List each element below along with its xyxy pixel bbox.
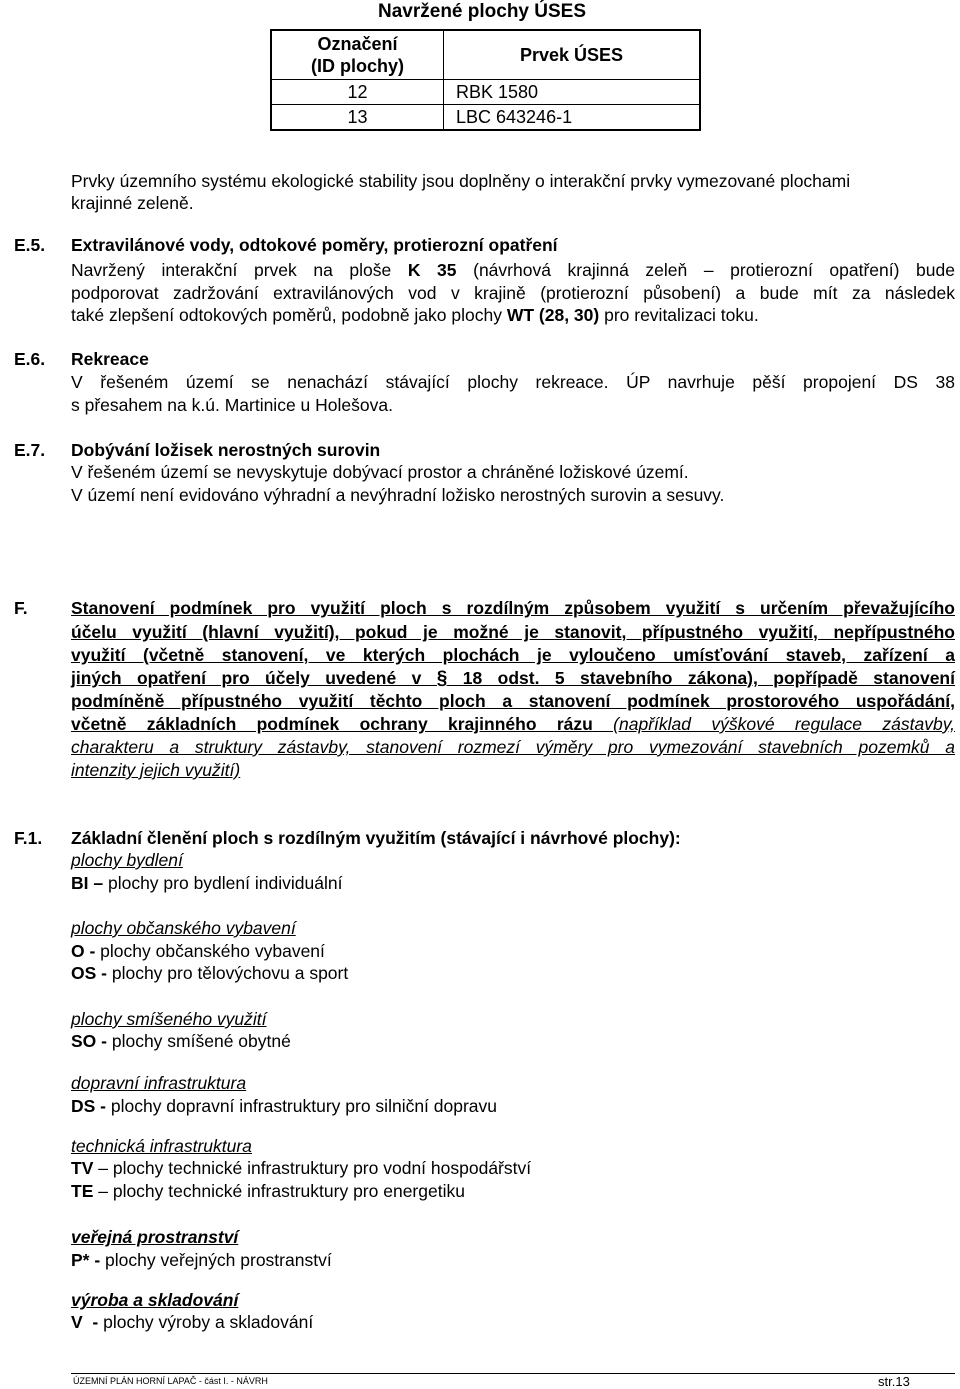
group-heading: plochy bydlení <box>71 850 183 870</box>
f-line-6: včetně základních podmínek ochrany krajinného rázu (například výškové regulace zástavby, <box>71 714 956 734</box>
list-item: TV – plochy technické infrastruktury pro vodní hospodářství <box>71 1158 532 1178</box>
table-cell-element: RBK 1580 <box>444 80 701 105</box>
section-title-e7: Dobývání ložisek nerostných surovin <box>71 440 381 460</box>
e5-line-3: také zlepšení odtokových poměrů, podobně jako plochy WT (28, 30) pro revitalizaci toku. <box>71 305 759 325</box>
table-cell-id: 12 <box>271 80 444 105</box>
section-title-f1: Základní členění ploch s rozdílným využitím (stávající i návrhové plochy): <box>71 828 681 848</box>
group-heading: technická infrastruktura <box>71 1136 252 1156</box>
list-item: P* - plochy veřejných prostranství <box>71 1250 332 1270</box>
table-header-row <box>271 30 700 80</box>
table-cell-element: LBC 643246-1 <box>444 105 701 131</box>
f-line-8: intenzity jejich využití) <box>71 760 241 780</box>
e6-line-2: s přesahem na k.ú. Martinice u Holešova. <box>71 395 393 415</box>
list-item: BI – plochy pro bydlení individuální <box>71 873 343 893</box>
group-heading: plochy smíšeného využití <box>71 1009 267 1029</box>
section-number-e5: E.5. <box>14 235 46 255</box>
table-row <box>271 105 700 131</box>
list-item: V - plochy výroby a skladování <box>71 1312 314 1332</box>
group-heading: plochy občanského vybavení <box>71 918 296 938</box>
list-item: OS - plochy pro tělovýchovu a sport <box>71 963 349 983</box>
table-caption: Navržené plochy ÚSES <box>378 1 587 22</box>
e5-line-1: Navržený interakční prvek na ploše K 35 (návrhová krajinná zeleň – protierozní opatření) bude <box>71 260 955 280</box>
list-item: TE – plochy technické infrastruktury pro energetiku <box>71 1181 465 1201</box>
table-row <box>271 80 700 105</box>
uses-table <box>270 29 701 131</box>
footer-rule <box>71 1373 955 1374</box>
intro-line-1: Prvky územního systému ekologické stability jsou doplněny o interakční prvky vymezované plochami <box>71 171 851 191</box>
table-cell-id: 13 <box>271 105 444 131</box>
section-title-e5: Extravilánové vody, odtokové poměry, protierozní opatření <box>71 235 558 255</box>
list-item: O - plochy občanského vybavení <box>71 941 325 961</box>
table-header-id: Označení (ID plochy) <box>271 30 444 80</box>
f-line-1: Stanovení podmínek pro využití ploch s rozdílným způsobem využití s určením převažujícího <box>71 598 955 618</box>
f-line-5: podmíněně přípustného využití těchto ploch a stanovení podmínek prostorového uspořádání, <box>71 691 955 711</box>
group-heading: veřejná prostranství <box>71 1227 239 1247</box>
section-number-e7: E.7. <box>14 440 46 460</box>
f-line-4: jiných opatření pro účely uvedené v § 18 odst. 5 stavebního zákona), popřípadě stanovení <box>71 668 955 689</box>
list-item: DS - plochy dopravní infrastruktury pro silniční dopravu <box>71 1096 498 1116</box>
e7-line-1: V řešeném území se nevyskytuje dobývací prostor a chráněné ložiskové území. <box>71 462 689 482</box>
e5-line-2: podporovat zadržování extravilánových vod v krajině (protierozní působení) a bude mít za následek <box>71 283 955 303</box>
section-number-f: F. <box>14 598 28 618</box>
section-number-f1: F.1. <box>14 828 43 848</box>
section-number-e6: E.6. <box>14 349 46 369</box>
intro-line-2: krajinné zeleně. <box>71 193 194 213</box>
footer-left: ÚZEMNÍ PLÁN HORNÍ LAPAČ - část I. - NÁVRH <box>73 1376 268 1386</box>
list-item: SO - plochy smíšené obytné <box>71 1031 291 1051</box>
e6-line-1: V řešeném území se nenachází stávající plochy rekreace. ÚP navrhuje pěší propojení DS 38 <box>71 372 955 392</box>
footer-page: str.13 <box>878 1374 910 1389</box>
f-line-7: charakteru a struktury zástavby, stanovení rozmezí výměry pro vymezování stavebních pozemků a <box>71 737 955 757</box>
section-title-e6: Rekreace <box>71 349 149 369</box>
e7-line-2: V území není evidováno výhradní a nevýhradní ložisko nerostných surovin a sesuvy. <box>71 485 725 505</box>
f-line-2: účelu využití (hlavní využití), pokud je možné je stanovit, přípustného využití, nepřípustného <box>71 622 955 642</box>
group-heading: výroba a skladování <box>71 1290 239 1310</box>
f-line-3: využití (včetně stanovení, ve kterých plochách je vyloučeno umísťování staveb, zařízení a <box>71 645 955 665</box>
group-heading: dopravní infrastruktura <box>71 1073 247 1093</box>
table-header-element: Prvek ÚSES <box>444 30 701 80</box>
